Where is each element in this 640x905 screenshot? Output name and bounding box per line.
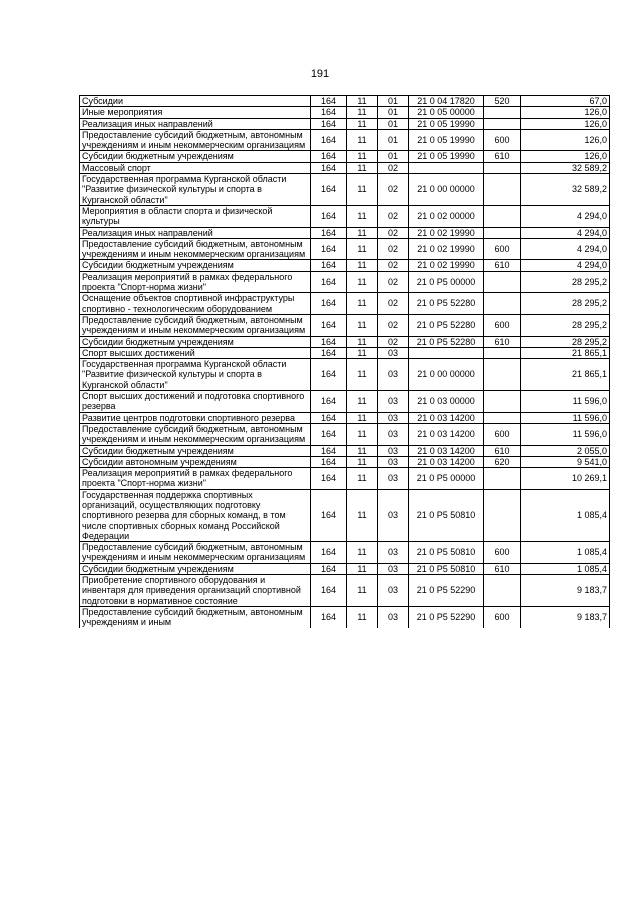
table-row	[80, 347, 610, 358]
row-csr-cell: 21 0 03 14200	[409, 423, 484, 445]
row-name-cell: Государственная программа Курганской области "Развитие физической культуры и спорта в Курганской области"	[80, 174, 311, 206]
row-vr-cell: 600	[484, 423, 521, 445]
row-csr-cell: 21 0 00 00000	[409, 359, 484, 391]
row-rz-cell: 11	[347, 227, 378, 238]
table-row	[80, 129, 610, 151]
row-sum-cell: 28 295,2	[521, 293, 610, 315]
row-name-cell: Предоставление субсидий бюджетным, автономным учреждениям и иным некоммерческим организациям	[80, 423, 311, 445]
row-sum-cell: 11 596,0	[521, 423, 610, 445]
row-csr-cell: 21 0 P5 50810	[409, 542, 484, 564]
row-pr-cell: 03	[378, 489, 409, 541]
row-gr-cell: 164	[311, 347, 347, 358]
row-gr-cell: 164	[311, 423, 347, 445]
row-name-cell: Развитие центров подготовки спортивного резерва	[80, 412, 311, 423]
row-rz-cell: 11	[347, 456, 378, 467]
row-pr-cell: 03	[378, 542, 409, 564]
row-vr-cell	[484, 347, 521, 358]
row-csr-cell: 21 0 03 14200	[409, 456, 484, 467]
row-vr-cell	[484, 359, 521, 391]
row-csr-cell: 21 0 02 19990	[409, 227, 484, 238]
row-gr-cell: 164	[311, 96, 347, 107]
table-row	[80, 445, 610, 456]
row-vr-cell: 600	[484, 606, 521, 627]
row-sum-cell: 126,0	[521, 107, 610, 118]
row-vr-cell: 600	[484, 314, 521, 336]
row-vr-cell: 610	[484, 336, 521, 347]
row-pr-cell: 03	[378, 359, 409, 391]
row-name-cell: Иные мероприятия	[80, 107, 311, 118]
row-pr-cell: 02	[378, 227, 409, 238]
row-sum-cell: 4 294,0	[521, 238, 610, 260]
row-csr-cell: 21 0 P5 52290	[409, 575, 484, 607]
row-vr-cell	[484, 412, 521, 423]
row-vr-cell	[484, 468, 521, 490]
row-gr-cell: 164	[311, 151, 347, 162]
row-name-cell: Субсидии	[80, 96, 311, 107]
row-rz-cell: 11	[347, 107, 378, 118]
row-csr-cell: 21 0 03 00000	[409, 391, 484, 413]
row-sum-cell: 21 865,1	[521, 347, 610, 358]
row-name-cell: Массовый спорт	[80, 162, 311, 173]
table-row	[80, 293, 610, 315]
row-sum-cell: 9 541,0	[521, 456, 610, 467]
row-csr-cell: 21 0 02 19990	[409, 238, 484, 260]
row-rz-cell: 11	[347, 336, 378, 347]
row-sum-cell: 28 295,2	[521, 314, 610, 336]
row-vr-cell: 610	[484, 260, 521, 271]
row-gr-cell: 164	[311, 205, 347, 227]
row-sum-cell: 9 183,7	[521, 575, 610, 607]
row-pr-cell: 01	[378, 129, 409, 151]
row-pr-cell: 03	[378, 347, 409, 358]
row-sum-cell: 4 294,0	[521, 205, 610, 227]
row-sum-cell: 11 596,0	[521, 412, 610, 423]
row-csr-cell: 21 0 03 14200	[409, 412, 484, 423]
row-name-cell: Реализация мероприятий в рамках федерального проекта "Спорт-норма жизни"	[80, 271, 311, 293]
row-pr-cell: 03	[378, 606, 409, 627]
row-pr-cell: 03	[378, 563, 409, 574]
row-rz-cell: 11	[347, 445, 378, 456]
row-name-cell: Предоставление субсидий бюджетным, автономным учреждениям и иным	[80, 606, 311, 627]
row-vr-cell	[484, 489, 521, 541]
row-rz-cell: 11	[347, 575, 378, 607]
row-gr-cell: 164	[311, 359, 347, 391]
row-pr-cell: 01	[378, 96, 409, 107]
row-vr-cell	[484, 162, 521, 173]
row-vr-cell	[484, 575, 521, 607]
row-name-cell: Субсидии бюджетным учреждениям	[80, 151, 311, 162]
row-pr-cell: 02	[378, 314, 409, 336]
row-vr-cell	[484, 118, 521, 129]
row-sum-cell: 126,0	[521, 118, 610, 129]
row-rz-cell: 11	[347, 162, 378, 173]
row-name-cell: Приобретение спортивного оборудования и инвентаря для приведения организаций спортивной подготовки в нормативное состояние	[80, 575, 311, 607]
row-vr-cell: 600	[484, 129, 521, 151]
row-name-cell: Государственная поддержка спортивных организаций, осуществляющих подготовку спортивного резерва для сборных команд, в том числе спортивных сборных команд Российской Федерации	[80, 489, 311, 541]
row-pr-cell: 02	[378, 174, 409, 206]
row-name-cell: Предоставление субсидий бюджетным, автономным учреждениям и иным некоммерческим организациям	[80, 542, 311, 564]
table-row	[80, 107, 610, 118]
table-row	[80, 391, 610, 413]
table-row	[80, 359, 610, 391]
row-sum-cell: 2 055,0	[521, 445, 610, 456]
row-sum-cell: 32 589,2	[521, 162, 610, 173]
row-rz-cell: 11	[347, 96, 378, 107]
row-sum-cell: 32 589,2	[521, 174, 610, 206]
row-sum-cell: 21 865,1	[521, 359, 610, 391]
row-csr-cell: 21 0 02 19990	[409, 260, 484, 271]
row-pr-cell: 01	[378, 107, 409, 118]
row-name-cell: Субсидии бюджетным учреждениям	[80, 336, 311, 347]
row-pr-cell: 03	[378, 423, 409, 445]
row-sum-cell: 4 294,0	[521, 260, 610, 271]
row-vr-cell	[484, 293, 521, 315]
row-csr-cell: 21 0 P5 50810	[409, 563, 484, 574]
row-pr-cell: 01	[378, 151, 409, 162]
row-csr-cell: 21 0 P5 52280	[409, 314, 484, 336]
row-vr-cell: 620	[484, 456, 521, 467]
row-gr-cell: 164	[311, 271, 347, 293]
row-gr-cell: 164	[311, 606, 347, 627]
row-rz-cell: 11	[347, 563, 378, 574]
row-sum-cell: 11 596,0	[521, 391, 610, 413]
table-row	[80, 412, 610, 423]
row-rz-cell: 11	[347, 129, 378, 151]
row-csr-cell: 21 0 04 17820	[409, 96, 484, 107]
row-gr-cell: 164	[311, 129, 347, 151]
row-csr-cell: 21 0 P5 00000	[409, 271, 484, 293]
row-gr-cell: 164	[311, 162, 347, 173]
row-rz-cell: 11	[347, 542, 378, 564]
row-vr-cell	[484, 107, 521, 118]
row-name-cell: Государственная программа Курганской области "Развитие физической культуры и спорта в Курганской области"	[80, 359, 311, 391]
row-sum-cell: 10 269,1	[521, 468, 610, 490]
row-gr-cell: 164	[311, 118, 347, 129]
table-row	[80, 606, 610, 627]
row-sum-cell: 1 085,4	[521, 489, 610, 541]
row-sum-cell: 28 295,2	[521, 271, 610, 293]
row-name-cell: Предоставление субсидий бюджетным, автономным учреждениям и иным некоммерческим организациям	[80, 314, 311, 336]
table-row	[80, 174, 610, 206]
row-gr-cell: 164	[311, 227, 347, 238]
table-row	[80, 162, 610, 173]
row-name-cell: Реализация иных направлений	[80, 118, 311, 129]
row-csr-cell: 21 0 P5 52280	[409, 336, 484, 347]
row-pr-cell: 02	[378, 271, 409, 293]
row-name-cell: Субсидии бюджетным учреждениям	[80, 563, 311, 574]
row-sum-cell: 126,0	[521, 151, 610, 162]
row-sum-cell: 1 085,4	[521, 563, 610, 574]
row-pr-cell: 03	[378, 456, 409, 467]
table-row	[80, 489, 610, 541]
row-sum-cell: 9 183,7	[521, 606, 610, 627]
row-pr-cell: 03	[378, 412, 409, 423]
row-rz-cell: 11	[347, 238, 378, 260]
row-name-cell: Субсидии бюджетным учреждениям	[80, 445, 311, 456]
row-csr-cell: 21 0 00 00000	[409, 174, 484, 206]
row-vr-cell: 610	[484, 563, 521, 574]
row-gr-cell: 164	[311, 468, 347, 490]
row-name-cell: Спорт высших достижений и подготовка спортивного резерва	[80, 391, 311, 413]
row-gr-cell: 164	[311, 391, 347, 413]
table-row	[80, 423, 610, 445]
row-gr-cell: 164	[311, 456, 347, 467]
row-pr-cell: 03	[378, 468, 409, 490]
row-rz-cell: 11	[347, 118, 378, 129]
row-name-cell: Мероприятия в области спорта и физической культуры	[80, 205, 311, 227]
row-vr-cell	[484, 391, 521, 413]
row-rz-cell: 11	[347, 391, 378, 413]
table-body	[80, 96, 610, 628]
row-csr-cell: 21 0 05 19990	[409, 118, 484, 129]
row-gr-cell: 164	[311, 238, 347, 260]
row-pr-cell: 03	[378, 445, 409, 456]
row-rz-cell: 11	[347, 468, 378, 490]
row-vr-cell: 610	[484, 445, 521, 456]
row-gr-cell: 164	[311, 412, 347, 423]
table-row	[80, 563, 610, 574]
row-gr-cell: 164	[311, 575, 347, 607]
table-row	[80, 456, 610, 467]
row-vr-cell	[484, 271, 521, 293]
row-gr-cell: 164	[311, 563, 347, 574]
row-csr-cell: 21 0 05 19990	[409, 129, 484, 151]
row-name-cell: Реализация иных направлений	[80, 227, 311, 238]
row-gr-cell: 164	[311, 260, 347, 271]
row-sum-cell: 126,0	[521, 129, 610, 151]
row-rz-cell: 11	[347, 205, 378, 227]
row-pr-cell: 02	[378, 336, 409, 347]
row-vr-cell: 520	[484, 96, 521, 107]
row-gr-cell: 164	[311, 293, 347, 315]
row-name-cell: Субсидии автономным учреждениям	[80, 456, 311, 467]
budget-table	[79, 95, 610, 628]
row-rz-cell: 11	[347, 271, 378, 293]
row-rz-cell: 11	[347, 293, 378, 315]
row-vr-cell: 600	[484, 542, 521, 564]
row-pr-cell: 02	[378, 205, 409, 227]
row-rz-cell: 11	[347, 412, 378, 423]
row-csr-cell: 21 0 05 19990	[409, 151, 484, 162]
row-pr-cell: 02	[378, 293, 409, 315]
row-sum-cell: 28 295,2	[521, 336, 610, 347]
row-csr-cell: 21 0 P5 50810	[409, 489, 484, 541]
row-pr-cell: 02	[378, 162, 409, 173]
row-rz-cell: 11	[347, 606, 378, 627]
row-name-cell: Оснащение объектов спортивной инфраструктуры спортивно - технологическим оборудованием	[80, 293, 311, 315]
table-row	[80, 260, 610, 271]
table-row	[80, 468, 610, 490]
table-row	[80, 118, 610, 129]
row-pr-cell: 03	[378, 575, 409, 607]
row-pr-cell: 01	[378, 118, 409, 129]
row-pr-cell: 02	[378, 238, 409, 260]
row-rz-cell: 11	[347, 174, 378, 206]
row-csr-cell: 21 0 02 00000	[409, 205, 484, 227]
row-vr-cell	[484, 227, 521, 238]
row-csr-cell: 21 0 P5 00000	[409, 468, 484, 490]
table-row	[80, 96, 610, 107]
row-vr-cell: 610	[484, 151, 521, 162]
row-rz-cell: 11	[347, 260, 378, 271]
table-row	[80, 151, 610, 162]
row-csr-cell	[409, 162, 484, 173]
table-row	[80, 238, 610, 260]
table-row	[80, 227, 610, 238]
row-rz-cell: 11	[347, 314, 378, 336]
row-sum-cell: 4 294,0	[521, 227, 610, 238]
row-vr-cell	[484, 205, 521, 227]
row-gr-cell: 164	[311, 314, 347, 336]
row-pr-cell: 02	[378, 260, 409, 271]
table-row	[80, 314, 610, 336]
row-name-cell: Предоставление субсидий бюджетным, автономным учреждениям и иным некоммерческим организациям	[80, 129, 311, 151]
row-name-cell: Предоставление субсидий бюджетным, автономным учреждениям и иным некоммерческим организациям	[80, 238, 311, 260]
row-csr-cell: 21 0 P5 52290	[409, 606, 484, 627]
row-rz-cell: 11	[347, 359, 378, 391]
row-vr-cell: 600	[484, 238, 521, 260]
row-gr-cell: 164	[311, 174, 347, 206]
row-sum-cell: 1 085,4	[521, 542, 610, 564]
row-name-cell: Субсидии бюджетным учреждениям	[80, 260, 311, 271]
table-row	[80, 336, 610, 347]
table-row	[80, 542, 610, 564]
table-row	[80, 575, 610, 607]
row-gr-cell: 164	[311, 107, 347, 118]
row-rz-cell: 11	[347, 151, 378, 162]
row-csr-cell: 21 0 P5 52280	[409, 293, 484, 315]
row-rz-cell: 11	[347, 347, 378, 358]
row-gr-cell: 164	[311, 445, 347, 456]
row-gr-cell: 164	[311, 489, 347, 541]
row-csr-cell: 21 0 03 14200	[409, 445, 484, 456]
row-sum-cell: 67,0	[521, 96, 610, 107]
row-csr-cell: 21 0 05 00000	[409, 107, 484, 118]
row-csr-cell	[409, 347, 484, 358]
row-pr-cell: 03	[378, 391, 409, 413]
row-rz-cell: 11	[347, 489, 378, 541]
row-name-cell: Спорт высших достижений	[80, 347, 311, 358]
table-row	[80, 205, 610, 227]
row-name-cell: Реализация мероприятий в рамках федерального проекта "Спорт-норма жизни"	[80, 468, 311, 490]
row-vr-cell	[484, 174, 521, 206]
page-number: 191	[310, 68, 330, 80]
row-gr-cell: 164	[311, 542, 347, 564]
row-gr-cell: 164	[311, 336, 347, 347]
row-rz-cell: 11	[347, 423, 378, 445]
table-row	[80, 271, 610, 293]
